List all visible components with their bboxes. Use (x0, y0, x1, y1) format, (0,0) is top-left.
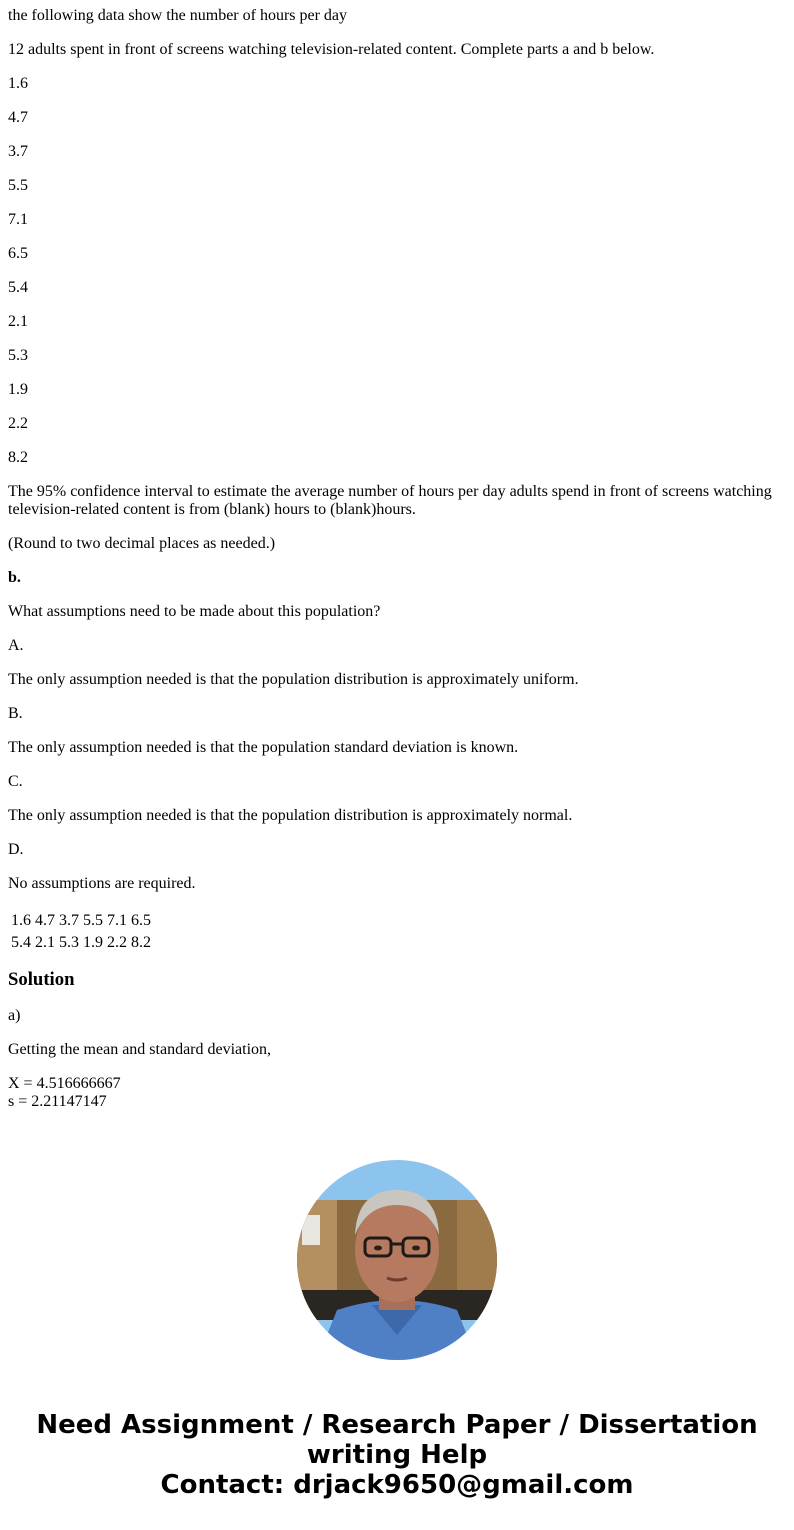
data-table (8, 909, 154, 955)
footer-contact (0, 1410, 794, 1500)
table-cell: 8.2 (131, 934, 151, 951)
part-b-question: What assumptions need to be made about this population? (8, 603, 381, 620)
data-value: 2.2 (8, 415, 28, 432)
table-row (10, 911, 152, 931)
option-letter-c: C. (8, 773, 23, 790)
option-text-a: The only assumption needed is that the population distribution is approximately uniform. (8, 671, 579, 688)
table-cell: 5.4 (11, 934, 31, 951)
question-intro-2: 12 adults spent in front of screens watching television-related content. Complete parts a and b below. (8, 41, 655, 58)
data-value: 5.3 (8, 347, 28, 364)
table-cell: 7.1 (107, 912, 127, 929)
option-letter-d: D. (8, 841, 24, 858)
round-note: (Round to two decimal places as needed.) (8, 535, 276, 552)
solution-sd: s = 2.21147147 (8, 1093, 107, 1110)
table-cell: 2.2 (107, 934, 127, 951)
solution-part-a: a) (8, 1007, 21, 1024)
solution-mean: X = 4.516666667 (8, 1075, 121, 1092)
data-value: 1.9 (8, 381, 28, 398)
option-text-d: No assumptions are required. (8, 875, 196, 892)
solution-heading: Solution (8, 969, 75, 990)
solution-intro: Getting the mean and standard deviation, (8, 1041, 272, 1058)
part-b-label: b. (8, 569, 21, 586)
table-row (10, 933, 152, 953)
document-body (0, 7, 794, 1111)
ci-question: The 95% confidence interval to estimate the average number of hours per day adults spend in front of screens watching television-related content is from (blank) hours to (blank)hours. (8, 483, 772, 518)
option-letter-a: A. (8, 637, 24, 654)
data-value: 8.2 (8, 449, 28, 466)
table-cell: 3.7 (59, 912, 79, 929)
option-text-b: The only assumption needed is that the population standard deviation is known. (8, 739, 519, 756)
footer-line-1: Need Assignment / Research Paper / Dissertation (36, 1410, 758, 1440)
table-cell: 2.1 (35, 934, 55, 951)
tutor-avatar (297, 1160, 497, 1360)
table-cell: 1.6 (11, 912, 31, 929)
data-value: 4.7 (8, 109, 28, 126)
question-intro-1: the following data show the number of hours per day (8, 7, 348, 24)
table-cell: 6.5 (131, 912, 151, 929)
data-value: 5.5 (8, 177, 28, 194)
table-cell: 5.5 (83, 912, 103, 929)
table-cell: 5.3 (59, 934, 79, 951)
data-value: 7.1 (8, 211, 28, 228)
option-text-c: The only assumption needed is that the population distribution is approximately normal. (8, 807, 573, 824)
option-letter-b: B. (8, 705, 23, 722)
data-value: 2.1 (8, 313, 28, 330)
footer-line-3: Contact: drjack9650@gmail.com (160, 1470, 634, 1500)
table-cell: 1.9 (83, 934, 103, 951)
data-value: 5.4 (8, 279, 28, 296)
data-value: 1.6 (8, 75, 28, 92)
footer-line-2: writing Help (306, 1440, 488, 1470)
data-value: 3.7 (8, 143, 28, 160)
avatar-photo (297, 1160, 497, 1360)
data-value: 6.5 (8, 245, 28, 262)
table-cell: 4.7 (35, 912, 55, 929)
